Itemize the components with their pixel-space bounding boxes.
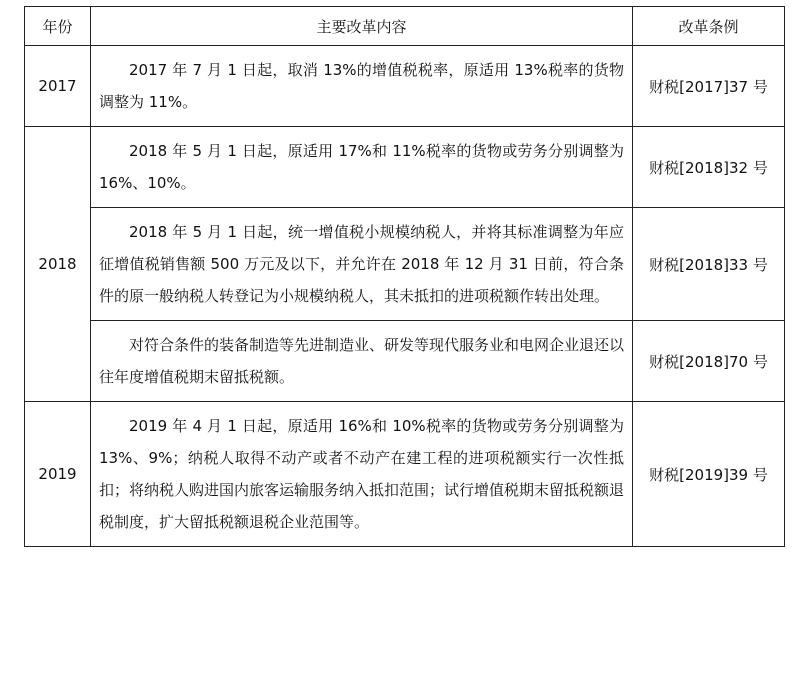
table-row	[25, 321, 785, 402]
table-row	[25, 402, 785, 547]
header-row	[25, 7, 785, 46]
table-row	[25, 127, 785, 208]
ref-cell: 财税[2018]32 号	[633, 127, 785, 208]
ref-cell: 财税[2017]37 号	[633, 46, 785, 127]
reform-table	[24, 6, 785, 547]
content-cell: 2018 年 5 月 1 日起，统一增值税小规模纳税人，并将其标准调整为年应征增值税销售额 500 万元及以下，并允许在 2018 年 12 月 31 日前，符合条件的原一般纳税人转登记为小规模纳税人，其未抵扣的进项税额作转出处理。	[91, 208, 633, 321]
table-row	[25, 208, 785, 321]
ref-cell: 财税[2018]70 号	[633, 321, 785, 402]
year-cell: 2017	[25, 46, 91, 127]
year-cell: 2018	[25, 127, 91, 402]
ref-cell: 财税[2018]33 号	[633, 208, 785, 321]
ref-cell: 财税[2019]39 号	[633, 402, 785, 547]
year-cell: 2019	[25, 402, 91, 547]
header-content: 主要改革内容	[91, 7, 633, 46]
content-cell: 对符合条件的装备制造等先进制造业、研发等现代服务业和电网企业退还以往年度增值税期末留抵税额。	[91, 321, 633, 402]
table-row	[25, 46, 785, 127]
header-year: 年份	[25, 7, 91, 46]
content-cell: 2019 年 4 月 1 日起，原适用 16%和 10%税率的货物或劳务分别调整为 13%、9%；纳税人取得不动产或者不动产在建工程的进项税额实行一次性抵扣；将纳税人购进国内旅客运输服务纳入抵扣范围；试行增值税期末留抵税额退税制度，扩大留抵税额退税企业范围等。	[91, 402, 633, 547]
content-cell: 2018 年 5 月 1 日起，原适用 17%和 11%税率的货物或劳务分别调整为 16%、10%。	[91, 127, 633, 208]
content-cell: 2017 年 7 月 1 日起，取消 13%的增值税税率，原适用 13%税率的货物调整为 11%。	[91, 46, 633, 127]
header-ref: 改革条例	[633, 7, 785, 46]
